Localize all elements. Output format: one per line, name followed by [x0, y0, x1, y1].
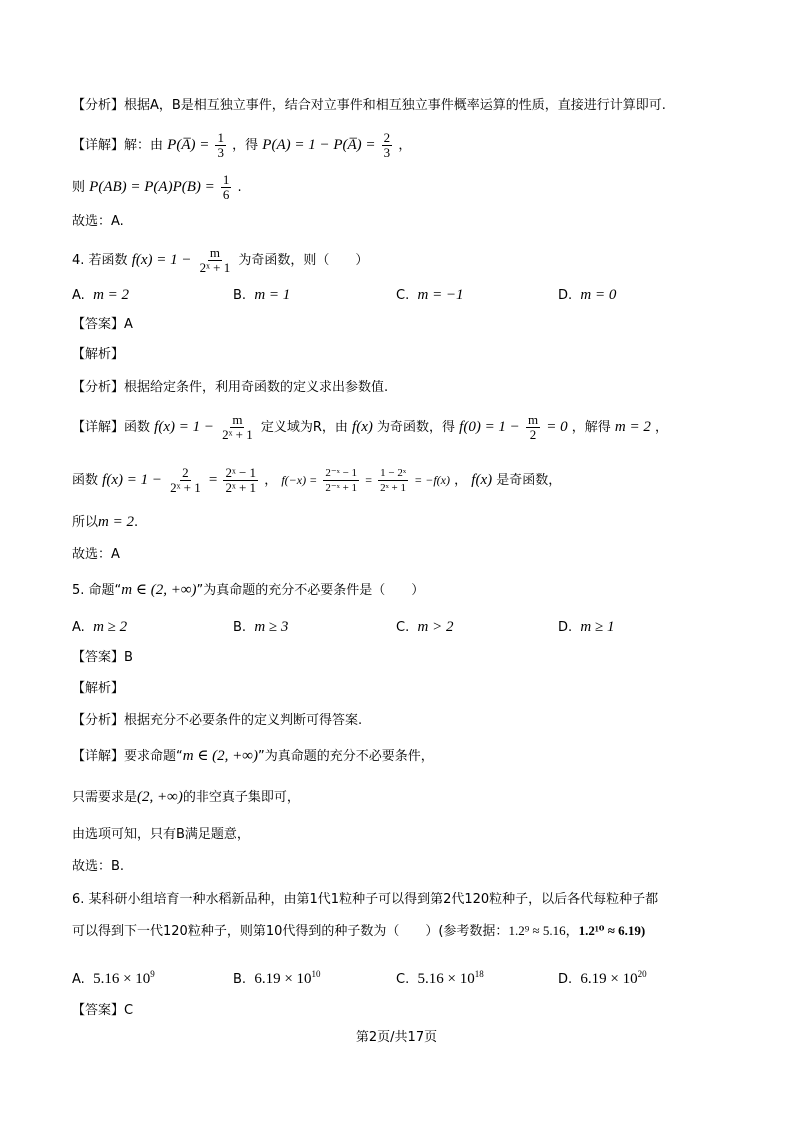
q4-answer: 【答案】A — [72, 317, 133, 332]
q5-option-b-label: B. — [233, 620, 247, 635]
q4-stem-prefix: 4. 若函数 — [72, 253, 128, 268]
q4-option-d-label: D. — [558, 288, 573, 303]
q4-stem-func: f(x) = 1 − — [131, 252, 192, 268]
q5-detail-2 — [72, 787, 753, 808]
q3-then-label: 则 — [72, 180, 86, 195]
q5-option-c-label: C. — [396, 620, 410, 635]
q6-stem-1: 6. 某科研小组培育一种水稻新品种，由第1代1粒种子可以得到第2代120粒种子，以后各代每粒种子都 — [72, 892, 659, 907]
q6-option-d-expr — [580, 971, 646, 987]
q4-d2-frac4 — [378, 466, 408, 495]
q4-d2-func: f(x) = 1 − — [102, 472, 162, 488]
q4-analysis: 【分析】根据给定条件，利用奇函数的定义求出参数值. — [72, 380, 389, 395]
q6-option-d-exponent: 20 — [637, 969, 647, 979]
q5-stem-prefix: 5. 命题“ — [72, 583, 122, 598]
q3-eq2-num: 2 — [383, 130, 391, 145]
q6-option-a-exponent: 9 — [150, 969, 155, 979]
q5-stem-expr: m ∈ (2, +∞) — [121, 582, 197, 598]
q4-d2-den1: 2ˣ + 1 — [170, 480, 201, 495]
q3-eq1-lhs: P(A̅) = — [167, 137, 210, 153]
q6-option-b-expr — [254, 971, 320, 987]
q4-d1-den: 2ˣ + 1 — [222, 427, 253, 442]
q4-option-c — [396, 285, 464, 306]
q4-d2-num4: 1 − 2ˣ — [380, 467, 406, 479]
q3-choice: 故选：A. — [72, 214, 124, 229]
q5-choice: 故选：B. — [72, 859, 125, 874]
q4-d1-num: m — [232, 412, 243, 427]
q6-option-a-label: A. — [72, 972, 85, 987]
page-footer: 第2页/共17页 — [355, 1030, 438, 1045]
q4-d2-den4: 2ˣ + 1 — [380, 482, 406, 494]
q5-option-a-expr: m ≥ 2 — [93, 619, 128, 635]
q5-d2-prefix: 只需要求是 — [72, 790, 138, 805]
q6-option-b — [233, 964, 321, 990]
q4-d1-label: 【详解】函数 — [72, 420, 151, 435]
q4-option-a-label: A. — [72, 288, 85, 303]
q4-so-label: 所以 — [72, 515, 99, 530]
q3-detail — [72, 131, 753, 160]
q6-option-c-expr — [417, 971, 483, 987]
q4-d2-label: 函数 — [72, 473, 99, 488]
q4-option-a-expr: m = 2 — [93, 287, 130, 303]
q5-detail-3: 由选项可知，只有B满足题意， — [72, 827, 250, 842]
q4-d2-tail: = −f(x) — [414, 473, 450, 487]
q6-option-c — [396, 964, 484, 990]
q6-option-d-label: D. — [558, 972, 573, 987]
q4-d2-frac2 — [223, 466, 258, 495]
q4-d1-f0-tail: = 0 — [546, 419, 568, 435]
q4-option-a — [72, 285, 129, 306]
q4-option-d-expr: m = 0 — [580, 287, 617, 303]
q4-d1-f0-num: m — [527, 412, 539, 427]
q4-so-m: m = 2 — [98, 514, 134, 530]
q4-d1-f0-den: 2 — [529, 427, 537, 442]
q5-option-b-expr: m ≥ 3 — [254, 619, 289, 635]
q3-eq2-lhs: P(A) = 1 − P(A̅) = — [262, 137, 376, 153]
q4-d2-frac1 — [168, 466, 203, 495]
q4-detail-2 — [72, 466, 753, 495]
q4-d1-f0-frac — [526, 413, 540, 442]
q6-option-c-label: C. — [396, 972, 410, 987]
q4-d1-fx: f(x) — [352, 419, 373, 435]
q4-option-b-label: B. — [233, 288, 247, 303]
q4-so-end: . — [133, 515, 139, 530]
q6-option-a-expr — [93, 971, 155, 987]
q3-eq1-den: 3 — [217, 145, 224, 160]
q3-eq3: P(AB) = P(A)P(B) = — [89, 179, 215, 195]
q4-choice: 故选：A — [72, 547, 120, 562]
q5-option-d-expr: m ≥ 1 — [580, 619, 615, 635]
q4-d2-sep: ， — [264, 473, 278, 488]
q6-option-a-mantissa: 5.16 × 10 — [93, 971, 151, 987]
q6-stem-2-text: 可以得到下一代120粒种子，则第10代得到的种子数为（ ）(参考数据： — [72, 924, 509, 939]
q3-analysis: 【分析】根据A，B是相互独立事件，结合对立事件和相互独立事件概率运算的性质，直接进行计算即可. — [72, 98, 666, 113]
q6-stem-2 — [72, 921, 753, 942]
q5-option-a-label: A. — [72, 620, 85, 635]
q3-eq3-den: 6 — [222, 187, 230, 202]
q4-stem-num: m — [209, 245, 220, 260]
q3-eq2-frac — [382, 131, 393, 160]
q5-option-d — [558, 617, 615, 638]
q4-option-b — [233, 285, 290, 306]
q5-option-a — [72, 617, 127, 638]
q6-option-b-mantissa: 6.19 × 10 — [254, 971, 312, 987]
q5-option-d-label: D. — [558, 620, 573, 635]
q4-d1-end: ， — [655, 420, 669, 435]
q4-stem — [72, 246, 753, 275]
q4-d1-solve: ，解得 — [571, 420, 611, 435]
q4-d2-num1: 2 — [182, 465, 189, 480]
q4-stem-den: 2ˣ + 1 — [199, 260, 231, 275]
q4-d2-den2: 2ˣ + 1 — [225, 480, 257, 495]
q5-analysis: 【分析】根据充分不必要条件的定义判断可得答案. — [72, 713, 363, 728]
q4-d2-end: 是奇函数， — [496, 473, 562, 488]
q6-option-c-mantissa: 5.16 × 10 — [417, 971, 475, 987]
q4-option-b-expr: m = 1 — [254, 287, 291, 303]
q3-then — [72, 173, 753, 202]
q4-d2-frac3 — [323, 466, 359, 495]
q5-d1-suffix: ”为真命题的充分不必要条件， — [258, 749, 434, 764]
q3-mid-text: ，得 — [232, 138, 259, 153]
q3-detail-label: 【详解】解：由 — [72, 138, 164, 153]
q6-option-b-exponent: 10 — [311, 969, 321, 979]
q4-d1-mid: 定义域为R，由 — [260, 420, 348, 435]
q4-d2-eq: = — [208, 472, 218, 488]
q4-d1-func: f(x) = 1 − — [154, 419, 214, 435]
q5-d1-prefix: 【详解】要求命题“ — [72, 749, 183, 764]
q5-option-b — [233, 617, 288, 638]
q6-ref-sep: ， — [565, 924, 579, 939]
q5-option-c — [396, 617, 453, 638]
q5-stem-suffix: ”为真命题的充分不必要条件是（ ） — [196, 583, 425, 598]
q6-answer: 【答案】C — [72, 1003, 134, 1018]
q3-eq1-num: 1 — [217, 130, 224, 145]
q4-stem-suffix: 为奇函数，则（ ） — [238, 253, 369, 268]
q3-eq3-num: 1 — [222, 172, 230, 187]
q4-d2-fneg: f(−x) = — [281, 473, 318, 487]
q6-option-d-mantissa: 6.19 × 10 — [580, 971, 638, 987]
q3-comma: ， — [398, 138, 412, 153]
q5-option-c-expr: m > 2 — [417, 619, 454, 635]
q4-d2-den3: 2⁻ˣ + 1 — [325, 482, 358, 494]
q4-d2-eq2: = — [365, 473, 372, 487]
q5-detail-1 — [72, 746, 753, 767]
q4-option-c-label: C. — [396, 288, 410, 303]
q4-d2-num3: 2⁻ˣ − 1 — [325, 467, 358, 479]
q4-d1-frac — [220, 413, 255, 442]
q4-d1-m: m = 2 — [614, 419, 651, 435]
q5-d2-suffix: 的非空真子集即可， — [182, 790, 300, 805]
q5-answer: 【答案】B — [72, 650, 133, 665]
q4-d2-fx: f(x) — [471, 472, 493, 488]
q5-d2-expr: (2, +∞) — [137, 789, 183, 805]
q3-eq2-den: 3 — [383, 145, 391, 160]
q6-ref-1: 1.2⁹ ≈ 5.16 — [508, 923, 566, 938]
q4-option-d — [558, 285, 616, 306]
q6-option-a — [72, 964, 155, 990]
q4-detail-1 — [72, 413, 753, 442]
q6-option-c-exponent: 18 — [474, 969, 484, 979]
q3-period: . — [237, 180, 242, 195]
q3-eq3-frac — [221, 173, 232, 202]
q4-d2-sep2: ， — [454, 473, 468, 488]
q4-d1-mid2: 为奇函数，得 — [377, 420, 456, 435]
q4-stem-frac — [198, 246, 233, 275]
q4-d2-num2: 2ˣ − 1 — [225, 465, 257, 480]
q4-option-c-expr: m = −1 — [417, 287, 464, 303]
q6-option-d — [558, 964, 647, 990]
q3-eq1-frac — [215, 131, 226, 160]
q4-explain-label: 【解析】 — [72, 347, 125, 362]
q4-so — [72, 512, 753, 533]
q6-ref-2: 1.2¹⁰ ≈ 6.19) — [578, 923, 646, 938]
q5-d1-expr: m ∈ (2, +∞) — [182, 748, 258, 764]
q5-stem — [72, 580, 753, 601]
q6-option-b-label: B. — [233, 972, 247, 987]
q5-explain-label: 【解析】 — [72, 681, 125, 696]
q4-d1-f0: f(0) = 1 − — [459, 419, 520, 435]
